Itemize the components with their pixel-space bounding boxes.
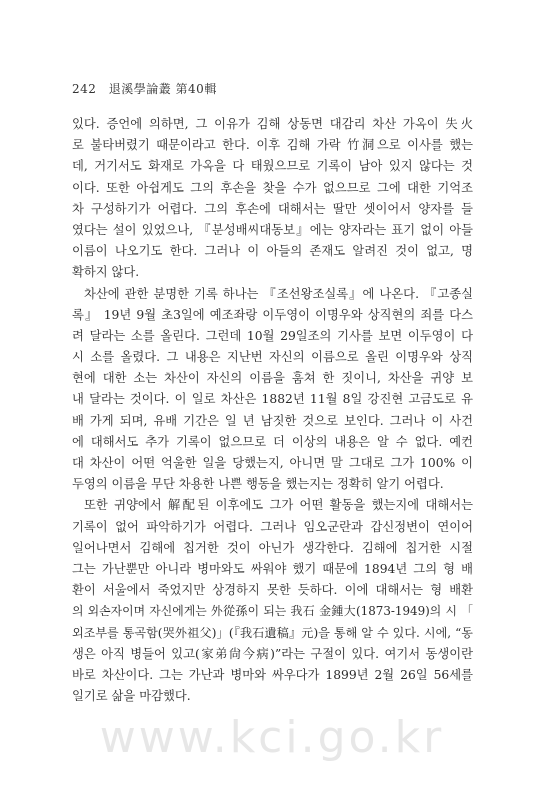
text-line: 외조부를 통곡함(哭外祖父)」(『我石遺稿』元)을 통해 알 수 있다. 시에, “동 xyxy=(72,625,473,640)
text-line: 로 불타버렸기 때문이라고 한다. 이후 김해 가락 竹洞으로 이사를 했는 xyxy=(72,138,473,153)
text-line: 일기로 삶을 마감했다. xyxy=(72,689,191,704)
text-line: 대 차산이 어떤 억울한 일을 당했는지, 아니면 말 그대로 그가 100% 이 xyxy=(72,456,473,470)
page-number: 242 xyxy=(72,82,97,96)
text-line: 두영의 이름을 무단 차용한 나쁜 행동을 했는지는 정확히 알기 어렵다. xyxy=(72,477,444,492)
watermark: www.kci.go.kr xyxy=(99,712,445,763)
text-line: 차산에 관한 분명한 기록 하나는 『조선왕조실록』에 나온다. 『고종실 xyxy=(84,286,473,301)
text-line: 또한 귀양에서 解配된 이후에도 그가 어떤 활동을 했는지에 대해서는 xyxy=(84,498,473,513)
text-line: 생은 아직 병들어 있고(家弟尙今病)”라는 구절이 있다. 여기서 동생이란 xyxy=(72,646,473,661)
text-line: 있다. 증언에 의하면, 그 이유가 김해 상동면 대감리 차산 가옥이 失火 xyxy=(72,117,473,131)
text-line: 차 구성하기가 어렵다. 그의 후손에 대해서는 딸만 셋이어서 양자를 들 xyxy=(72,201,473,216)
text-line: 기록이 없어 파악하기가 어렵다. 그러나 임오군란과 갑신정변이 연이어 xyxy=(72,519,473,534)
text-line: 이름이 나오기도 한다. 그러나 이 아들의 존재도 알려진 것이 없고, 명 xyxy=(72,244,473,259)
text-line: 확하지 않다. xyxy=(72,265,140,280)
text-line: 이다. 또한 아쉽게도 그의 후손을 찾을 수가 없으므로 그에 대한 기억조 xyxy=(72,180,473,195)
text-line: 일어나면서 김해에 칩거한 것이 아닌가 생각한다. 김해에 칩거한 시절 xyxy=(72,540,473,555)
text-line: 에 대해서도 추가 기록이 없으므로 더 이상의 내용은 알 수 없다. 예컨 xyxy=(72,434,473,449)
text-line: 바로 차산이다. 그는 가난과 병마와 싸우다가 1899년 2월 26일 56세를 xyxy=(72,667,473,682)
text-line: 록』 19년 9월 초3일에 예조좌랑 이두영이 이명우와 상직현의 죄를 다스 xyxy=(72,307,473,322)
text-line: 환이 서울에서 죽었지만 상경하지 못한 듯하다. 이에 대해서는 형 배환 xyxy=(72,583,473,598)
text-line: 의 외손자이며 자신에게는 外從孫이 되는 我石 金鍾大(1873-1949)의 시 「 xyxy=(72,604,473,619)
text-line: 려 달라는 소를 올린다. 그런데 10월 29일조의 기사를 보면 이두영이 다 xyxy=(72,328,473,343)
journal-title: 退溪學論叢 第40輯 xyxy=(108,82,217,96)
text-line: 배 가게 되며, 유배 기간은 일 년 남짓한 것으로 보인다. 그러나 이 사건 xyxy=(72,413,473,428)
text-line: 데, 거기서도 화재로 가옥을 다 태웠으므로 기록이 남아 있지 않다는 것 xyxy=(72,159,473,174)
text-line: 시 소를 올렸다. 그 내용은 지난번 자신의 이름으로 올린 이명우와 상직 xyxy=(72,350,473,365)
running-header xyxy=(72,80,217,97)
text-line: 였다는 설이 있었으나, 『분성배씨대동보』에는 양자라는 표기 없이 아들 xyxy=(72,222,473,237)
text-line: 현에 대한 소는 차산이 자신의 이름을 훔쳐 한 짓이니, 차산을 귀양 보 xyxy=(72,371,473,386)
body-text xyxy=(72,114,473,707)
text-line: 내 달라는 것이다. 이 일로 차산은 1882년 11월 8일 강진현 고금도로 유 xyxy=(72,392,473,407)
text-line: 그는 가난뿐만 아니라 병마와도 싸워야 했기 때문에 1894년 그의 형 배 xyxy=(72,561,473,576)
